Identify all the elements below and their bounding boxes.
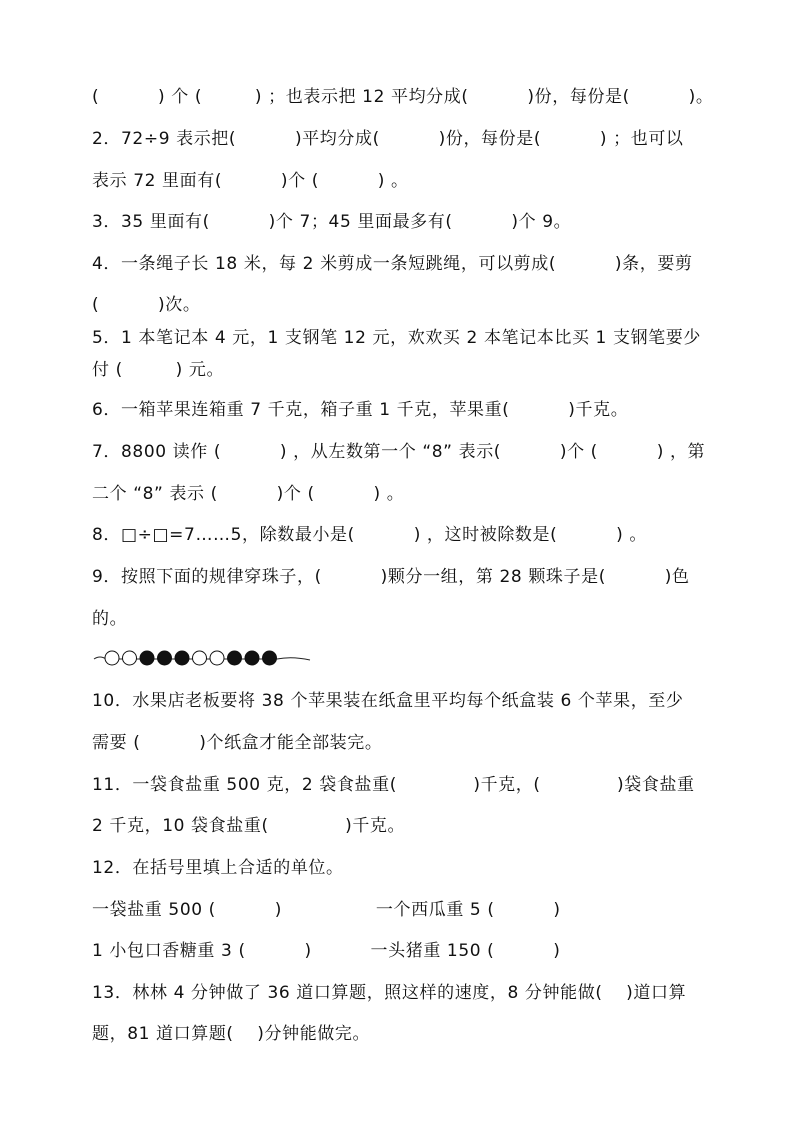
q9-line-2: 的。 bbox=[92, 609, 128, 629]
q1-continued-line: ( ) 个 ( ) ；也表示把 12 平均分成( )份，每份是( )。 bbox=[92, 87, 714, 107]
bead-string-figure bbox=[92, 646, 316, 672]
bead-black bbox=[228, 651, 242, 665]
q5-line-2: 付 ( ) 元。 bbox=[92, 360, 225, 380]
q6-line: 6．一箱苹果连箱重 7 千克，箱子重 1 千克，苹果重( )千克。 bbox=[92, 400, 629, 420]
bead-black bbox=[175, 651, 189, 665]
q7-line-2: 二个 “8” 表示 ( )个 ( ) 。 bbox=[92, 484, 405, 504]
q5-line-1: 5．1 本笔记本 4 元，1 支钢笔 12 元，欢欢买 2 本笔记本比买 1 支钢笔要少 bbox=[92, 328, 701, 348]
q13-line-2: 题，81 道口算题( )分钟能做完。 bbox=[92, 1024, 371, 1044]
q13-line-1: 13．林林 4 分钟做了 36 道口算题，照这样的速度，8 分钟能做( )道口算 bbox=[92, 983, 687, 1003]
q9-line-1: 9．按照下面的规律穿珠子，( )颗分一组，第 28 颗珠子是( )色 bbox=[92, 567, 690, 587]
bead-white bbox=[123, 651, 137, 665]
bead-black bbox=[140, 651, 154, 665]
bead-black bbox=[245, 651, 259, 665]
q12-line: 12．在括号里填上合适的单位。 bbox=[92, 858, 344, 878]
bead-black bbox=[263, 651, 277, 665]
bead-black bbox=[158, 651, 172, 665]
q3-line: 3．35 里面有( )个 7；45 里面最多有( )个 9。 bbox=[92, 212, 572, 232]
q10-line-1: 10．水果店老板要将 38 个苹果装在纸盒里平均每个纸盒装 6 个苹果，至少 bbox=[92, 691, 684, 711]
q8-line: 8．□÷□=7……5，除数最小是( ) ，这时被除数是( ) 。 bbox=[92, 525, 648, 545]
bead-white bbox=[193, 651, 207, 665]
q12-row-1: 一袋盐重 500 ( ) 一个西瓜重 5 ( ) bbox=[92, 900, 561, 920]
q4-line-1: 4．一条绳子长 18 米，每 2 米剪成一条短跳绳，可以剪成( )条，要剪 bbox=[92, 254, 693, 274]
q7-line-1: 7．8800 读作 ( ) ，从左数第一个 “8” 表示( )个 ( ) ，第 bbox=[92, 442, 706, 462]
bead-white bbox=[105, 651, 119, 665]
bead-white bbox=[210, 651, 224, 665]
q11-line-1: 11．一袋食盐重 500 克，2 袋食盐重( )千克，( )袋食盐重 bbox=[92, 775, 695, 795]
q10-line-2: 需要 ( )个纸盒才能全部装完。 bbox=[92, 733, 383, 753]
q2-line-2: 表示 72 里面有( )个 ( ) 。 bbox=[92, 171, 409, 191]
q11-line-2: 2 千克，10 袋食盐重( )千克。 bbox=[92, 816, 406, 836]
q12-row-2: 1 小包口香糖重 3 ( ) 一头猪重 150 ( ) bbox=[92, 941, 561, 961]
q4-line-2: ( )次。 bbox=[92, 295, 201, 315]
q2-line-1: 2．72÷9 表示把( )平均分成( )份，每份是( ) ；也可以 bbox=[92, 129, 684, 149]
